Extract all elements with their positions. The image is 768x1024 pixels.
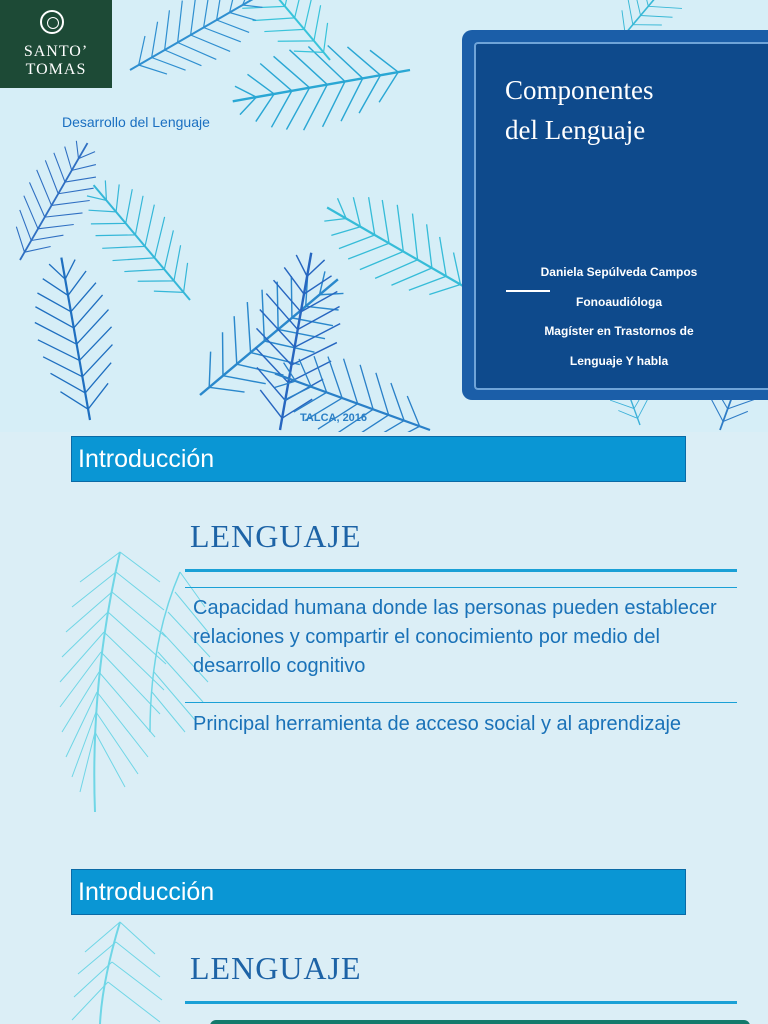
title-slide <box>0 0 768 432</box>
presentation-title <box>505 70 654 150</box>
shield-icon <box>40 10 64 34</box>
author-profession: Fonoaudióloga <box>576 295 662 309</box>
author-degree-line-2: Lenguaje Y habla <box>569 354 669 368</box>
bullet-text-1: Capacidad humana donde las personas pueden establecer relaciones y compartir el conocimiento por medio del desarrollo cognitivo <box>193 597 717 677</box>
logo-line-1: SANTO’ <box>23 43 89 60</box>
heading-rule <box>185 1001 737 1004</box>
title-line-1: Componentes <box>505 75 654 105</box>
section-title-bar: Introducción <box>71 436 686 482</box>
logo-line-2: TOMAS <box>25 61 87 78</box>
santo-tomas-logo <box>0 0 112 88</box>
bullet-divider-2 <box>185 702 737 703</box>
slide-heading: LENGUAJE <box>190 518 362 554</box>
bullet-divider-1 <box>185 587 737 588</box>
title-line-2: del Lenguaje <box>505 115 646 145</box>
place-date: TALCA, 2016 <box>300 412 368 424</box>
course-name: Desarrollo del Lenguaje <box>62 114 210 130</box>
intro-slide-2 <box>0 862 768 1024</box>
content-box <box>210 1020 750 1024</box>
author-name: Daniela Sepúlveda Campos <box>540 265 698 279</box>
bullet-text-2: Principal herramienta de acceso social y al aprendizaje <box>193 713 682 735</box>
intro-slide-1 <box>0 432 768 862</box>
section-title-bar: Introducción <box>71 869 686 915</box>
heading-rule <box>185 569 737 572</box>
author-degree-line-1: Magíster en Trastornos de <box>544 324 694 338</box>
slide-heading: LENGUAJE <box>190 950 362 986</box>
author-divider <box>506 290 550 292</box>
